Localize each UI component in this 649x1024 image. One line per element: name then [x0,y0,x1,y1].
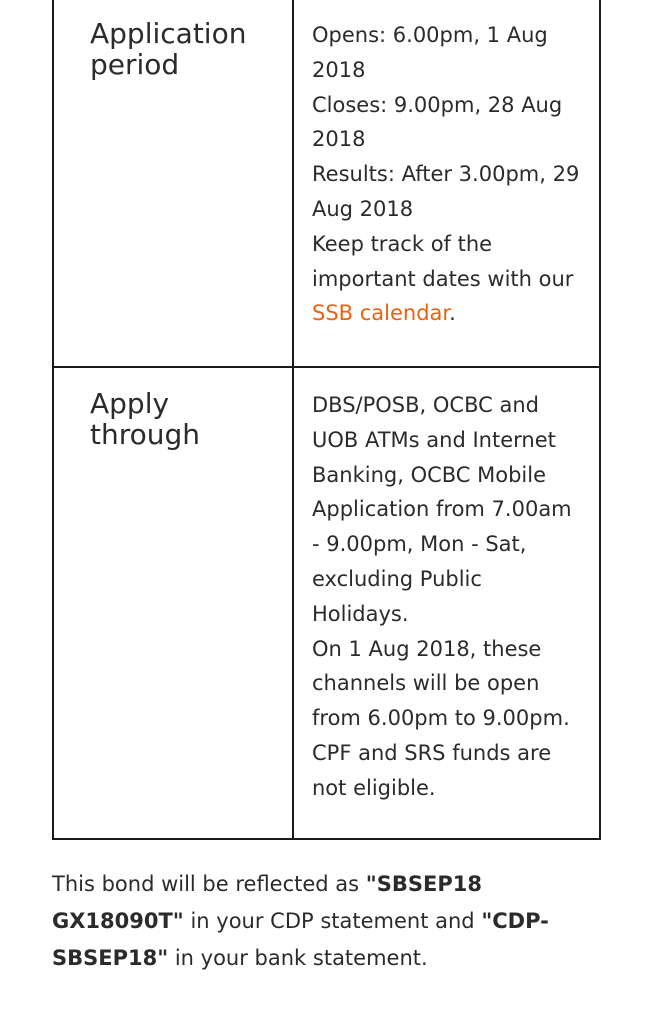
row-value-cell [293,367,600,839]
row-value-cell [293,0,600,367]
row-label-cell [53,0,293,367]
results-date: Results: After 3.00pm, 29 Aug 2018 [312,162,580,221]
bond-code: "SBSEP18 GX18090T" [52,872,482,933]
footer-text-1: This bond will be reflected as [52,872,366,896]
table-row-application-period [53,0,600,367]
ssb-calendar-link[interactable]: SSB calendar [312,301,450,326]
calendar-note-end: . [449,301,456,326]
apply-through-label: Apply through [90,387,201,451]
bond-info-table [52,0,601,840]
calendar-note [312,227,585,331]
channels-description: DBS/POSB, OCBC and UOB ATMs and Internet Banking, OCBC Mobile Application from 7.00am - 9.00pm, Mon - Sat, excluding Public Holidays. [312,393,572,626]
row-label-cell [53,367,293,839]
statement-reference-note [52,866,612,977]
bank-statement-code: "CDP-SBSEP18" [52,909,549,970]
table-row-apply-through [53,367,600,839]
calendar-note-text: Keep track of the important dates with our [312,231,574,291]
application-period-label: Application period [90,17,247,81]
closes-date: Closes: 9.00pm, 28 Aug 2018 [312,92,563,152]
footer-text-2: in your CDP statement and [183,909,482,933]
footer-text-3: in your bank statement. [168,946,428,970]
opens-date: Opens: 6.00pm, 1 Aug 2018 [312,23,548,82]
first-day-note: On 1 Aug 2018, these channels will be open from 6.00pm to 9.00pm. CPF and SRS funds are not eligible. [312,636,570,800]
